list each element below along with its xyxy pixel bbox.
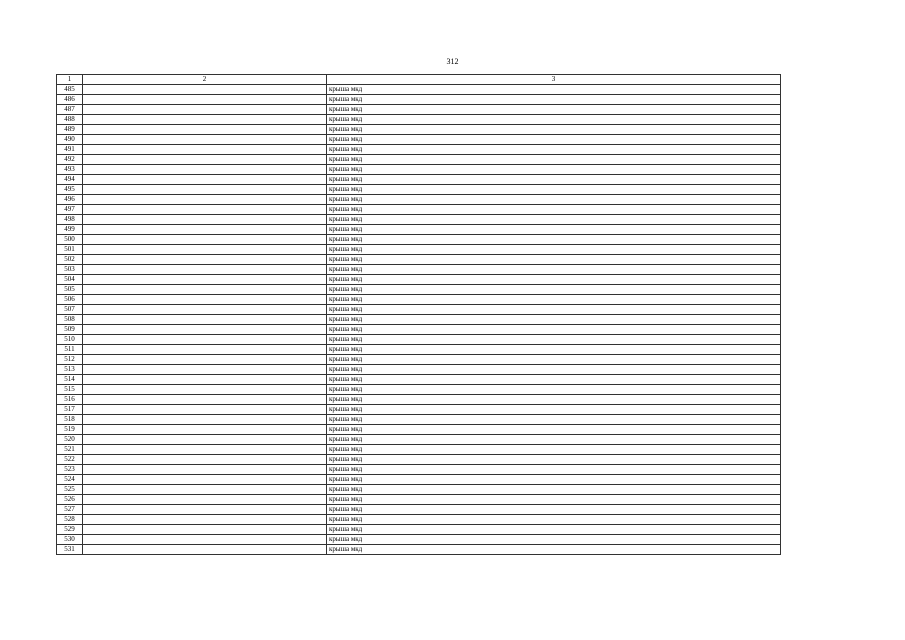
row-number: 530: [57, 535, 83, 545]
table-row: [57, 255, 781, 265]
table-row: [57, 465, 781, 475]
row-address: [83, 275, 327, 285]
row-address: [83, 125, 327, 135]
row-object-type: крыша мкд: [327, 445, 781, 455]
row-address: [83, 505, 327, 515]
row-object-type: крыша мкд: [327, 95, 781, 105]
table-body: [57, 85, 781, 555]
row-number: 487: [57, 105, 83, 115]
row-object-type: крыша мкд: [327, 105, 781, 115]
row-number: 518: [57, 415, 83, 425]
table-row: [57, 195, 781, 205]
row-object-type: крыша мкд: [327, 485, 781, 495]
row-address: [83, 335, 327, 345]
row-object-type: крыша мкд: [327, 255, 781, 265]
table-header: [57, 75, 781, 85]
row-object-type: крыша мкд: [327, 455, 781, 465]
row-address: [83, 375, 327, 385]
table-row: [57, 85, 781, 95]
row-number: 521: [57, 445, 83, 455]
row-object-type: крыша мкд: [327, 385, 781, 395]
row-object-type: крыша мкд: [327, 125, 781, 135]
row-number: 490: [57, 135, 83, 145]
row-number: 531: [57, 545, 83, 555]
row-object-type: крыша мкд: [327, 515, 781, 525]
row-address: [83, 515, 327, 525]
table-row: [57, 295, 781, 305]
row-address: [83, 255, 327, 265]
row-address: [83, 535, 327, 545]
row-number: 525: [57, 485, 83, 495]
row-number: 512: [57, 355, 83, 365]
table-row: [57, 115, 781, 125]
row-address: [83, 545, 327, 555]
row-number: 506: [57, 295, 83, 305]
row-address: [83, 135, 327, 145]
row-object-type: крыша мкд: [327, 475, 781, 485]
table-row: [57, 385, 781, 395]
table-row: [57, 445, 781, 455]
row-object-type: крыша мкд: [327, 415, 781, 425]
row-address: [83, 405, 327, 415]
row-object-type: крыша мкд: [327, 215, 781, 225]
table-row: [57, 245, 781, 255]
table-row: [57, 405, 781, 415]
row-address: [83, 195, 327, 205]
row-number: 505: [57, 285, 83, 295]
row-number: 510: [57, 335, 83, 345]
row-number: 528: [57, 515, 83, 525]
table-row: [57, 425, 781, 435]
row-object-type: крыша мкд: [327, 205, 781, 215]
row-address: [83, 85, 327, 95]
row-address: [83, 235, 327, 245]
row-object-type: крыша мкд: [327, 295, 781, 305]
table-row: [57, 145, 781, 155]
table-row: [57, 365, 781, 375]
table-row: [57, 165, 781, 175]
row-object-type: крыша мкд: [327, 85, 781, 95]
table-row: [57, 235, 781, 245]
row-object-type: крыша мкд: [327, 165, 781, 175]
row-object-type: крыша мкд: [327, 525, 781, 535]
table-row: [57, 355, 781, 365]
row-object-type: крыша мкд: [327, 335, 781, 345]
row-address: [83, 185, 327, 195]
row-address: [83, 415, 327, 425]
row-address: [83, 425, 327, 435]
row-object-type: крыша мкд: [327, 185, 781, 195]
row-address: [83, 495, 327, 505]
row-number: 514: [57, 375, 83, 385]
row-number: 496: [57, 195, 83, 205]
row-object-type: крыша мкд: [327, 195, 781, 205]
row-address: [83, 365, 327, 375]
row-address: [83, 445, 327, 455]
row-number: 529: [57, 525, 83, 535]
row-number: 520: [57, 435, 83, 445]
row-object-type: крыша мкд: [327, 305, 781, 315]
table-row: [57, 345, 781, 355]
row-number: 503: [57, 265, 83, 275]
table-row: [57, 205, 781, 215]
table-row: [57, 455, 781, 465]
row-number: 513: [57, 365, 83, 375]
column-header-number: 1: [57, 75, 83, 85]
row-address: [83, 155, 327, 165]
row-number: 515: [57, 385, 83, 395]
table-row: [57, 185, 781, 195]
row-address: [83, 315, 327, 325]
row-address: [83, 455, 327, 465]
row-address: [83, 145, 327, 155]
row-object-type: крыша мкд: [327, 465, 781, 475]
row-address: [83, 525, 327, 535]
row-number: 485: [57, 85, 83, 95]
row-number: 489: [57, 125, 83, 135]
row-address: [83, 355, 327, 365]
row-object-type: крыша мкд: [327, 325, 781, 335]
row-address: [83, 485, 327, 495]
table-row: [57, 135, 781, 145]
row-object-type: крыша мкд: [327, 285, 781, 295]
page-number: 312: [446, 57, 459, 66]
row-number: 509: [57, 325, 83, 335]
row-number: 501: [57, 245, 83, 255]
row-object-type: крыша мкд: [327, 405, 781, 415]
row-number: 498: [57, 215, 83, 225]
row-object-type: крыша мкд: [327, 275, 781, 285]
table-row: [57, 175, 781, 185]
row-address: [83, 105, 327, 115]
row-object-type: крыша мкд: [327, 535, 781, 545]
table-row: [57, 395, 781, 405]
row-number: 516: [57, 395, 83, 405]
table-row: [57, 275, 781, 285]
table-row: [57, 525, 781, 535]
row-number: 488: [57, 115, 83, 125]
row-address: [83, 225, 327, 235]
row-object-type: крыша мкд: [327, 375, 781, 385]
row-number: 511: [57, 345, 83, 355]
row-address: [83, 205, 327, 215]
table-row: [57, 225, 781, 235]
row-object-type: крыша мкд: [327, 355, 781, 365]
row-object-type: крыша мкд: [327, 505, 781, 515]
table-row: [57, 95, 781, 105]
row-address: [83, 215, 327, 225]
row-number: 504: [57, 275, 83, 285]
row-object-type: крыша мкд: [327, 145, 781, 155]
table-row: [57, 285, 781, 295]
column-header-object: 3: [327, 75, 781, 85]
table-row: [57, 215, 781, 225]
row-number: 495: [57, 185, 83, 195]
row-address: [83, 115, 327, 125]
row-address: [83, 245, 327, 255]
row-number: 494: [57, 175, 83, 185]
row-address: [83, 175, 327, 185]
row-number: 508: [57, 315, 83, 325]
table-row: [57, 375, 781, 385]
row-number: 523: [57, 465, 83, 475]
table-row: [57, 265, 781, 275]
row-address: [83, 395, 327, 405]
row-object-type: крыша мкд: [327, 115, 781, 125]
row-address: [83, 475, 327, 485]
row-object-type: крыша мкд: [327, 345, 781, 355]
row-object-type: крыша мкд: [327, 265, 781, 275]
row-address: [83, 305, 327, 315]
table-row: [57, 125, 781, 135]
table-row: [57, 325, 781, 335]
row-address: [83, 385, 327, 395]
row-number: 524: [57, 475, 83, 485]
row-number: 486: [57, 95, 83, 105]
row-object-type: крыша мкд: [327, 545, 781, 555]
row-number: 517: [57, 405, 83, 415]
row-object-type: крыша мкд: [327, 225, 781, 235]
row-object-type: крыша мкд: [327, 155, 781, 165]
row-address: [83, 285, 327, 295]
table-row: [57, 155, 781, 165]
row-object-type: крыша мкд: [327, 435, 781, 445]
registry-table: [56, 74, 781, 555]
row-number: 493: [57, 165, 83, 175]
row-address: [83, 465, 327, 475]
row-address: [83, 95, 327, 105]
table-row: [57, 305, 781, 315]
table-row: [57, 545, 781, 555]
row-object-type: крыша мкд: [327, 175, 781, 185]
table-row: [57, 485, 781, 495]
row-object-type: крыша мкд: [327, 135, 781, 145]
table-row: [57, 435, 781, 445]
row-address: [83, 325, 327, 335]
table-row: [57, 475, 781, 485]
table-row: [57, 495, 781, 505]
table-row: [57, 535, 781, 545]
row-number: 527: [57, 505, 83, 515]
row-number: 526: [57, 495, 83, 505]
row-address: [83, 295, 327, 305]
row-number: 502: [57, 255, 83, 265]
column-header-address: 2: [83, 75, 327, 85]
table-row: [57, 515, 781, 525]
row-object-type: крыша мкд: [327, 365, 781, 375]
row-number: 499: [57, 225, 83, 235]
header-row: [57, 75, 781, 85]
row-object-type: крыша мкд: [327, 495, 781, 505]
row-object-type: крыша мкд: [327, 425, 781, 435]
table-row: [57, 415, 781, 425]
row-object-type: крыша мкд: [327, 245, 781, 255]
row-number: 519: [57, 425, 83, 435]
table-row: [57, 105, 781, 115]
row-address: [83, 165, 327, 175]
table-row: [57, 505, 781, 515]
row-number: 492: [57, 155, 83, 165]
row-number: 500: [57, 235, 83, 245]
row-number: 491: [57, 145, 83, 155]
row-address: [83, 265, 327, 275]
row-number: 507: [57, 305, 83, 315]
row-address: [83, 435, 327, 445]
row-number: 522: [57, 455, 83, 465]
row-object-type: крыша мкд: [327, 315, 781, 325]
table-row: [57, 315, 781, 325]
row-object-type: крыша мкд: [327, 395, 781, 405]
table-row: [57, 335, 781, 345]
row-address: [83, 345, 327, 355]
row-number: 497: [57, 205, 83, 215]
row-object-type: крыша мкд: [327, 235, 781, 245]
